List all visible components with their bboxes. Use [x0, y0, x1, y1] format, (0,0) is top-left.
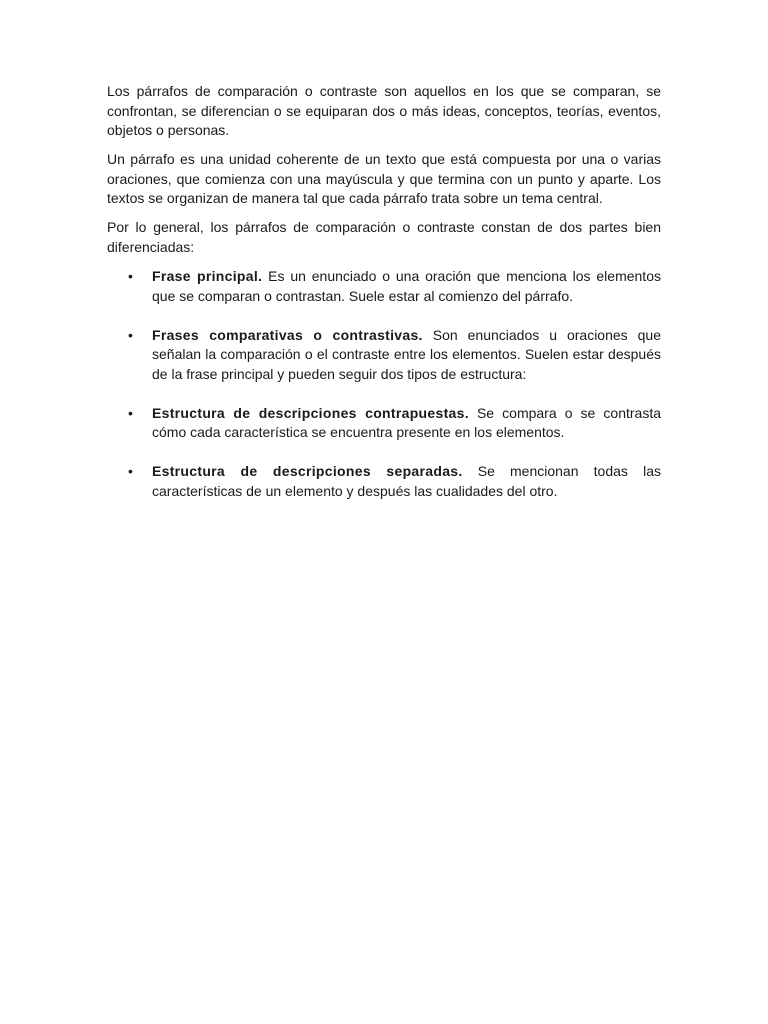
bullet-dot-icon: •: [128, 404, 133, 421]
bullet-term: Frases comparativas o contrastivas.: [152, 326, 423, 343]
bullet-dot-icon: •: [128, 268, 133, 284]
bullet-dot-icon: •: [128, 326, 133, 343]
bullet-text: Se mencionan todas las características de un elemento y después las cualidades del otro.: [152, 463, 661, 499]
paragraph-definition: Un párrafo es una unidad coherente de un texto que está compuesta por una o varias oraciones, que comienza con una mayúscula y que termina con un punto y aparte. Los textos se organizan de manera tal que cada párrafo trata sobre un tema central.: [107, 151, 661, 206]
bullet-term: Frase principal.: [152, 268, 263, 284]
bullet-item-descripciones-contrapuestas: [107, 404, 661, 443]
paragraph-parts: Por lo general, los párrafos de comparación o contraste constan de dos partes bien diferenciadas:: [107, 219, 661, 255]
bullet-item-frase-principal: [107, 267, 661, 306]
bullet-term: Estructura de descripciones contrapuestas.: [152, 404, 469, 421]
bullet-text: Se compara o se contrasta cómo cada característica se encuentra presente en los elementos.: [152, 404, 661, 440]
bullet-item-descripciones-separadas: [107, 462, 661, 501]
bullet-list: [107, 267, 661, 501]
paragraph-intro: Los párrafos de comparación o contraste son aquellos en los que se comparan, se confrontan, se diferencian o se equiparan dos o más ideas, conceptos, teorías, eventos, objetos o personas.: [107, 83, 661, 138]
bullet-text: Es un enunciado o una oración que menciona los elementos que se comparan o contrastan. Suele estar al comienzo del párrafo.: [152, 268, 661, 304]
bullet-term: Estructura de descripciones separadas.: [152, 463, 463, 479]
bullet-text: Son enunciados u oraciones que señalan la comparación o el contraste entre los elementos. Suelen estar después de la frase principal y pueden seguir dos tipos de estructura:: [152, 326, 661, 382]
bullet-item-frases-comparativas: [107, 326, 661, 385]
bullet-dot-icon: •: [128, 463, 133, 479]
